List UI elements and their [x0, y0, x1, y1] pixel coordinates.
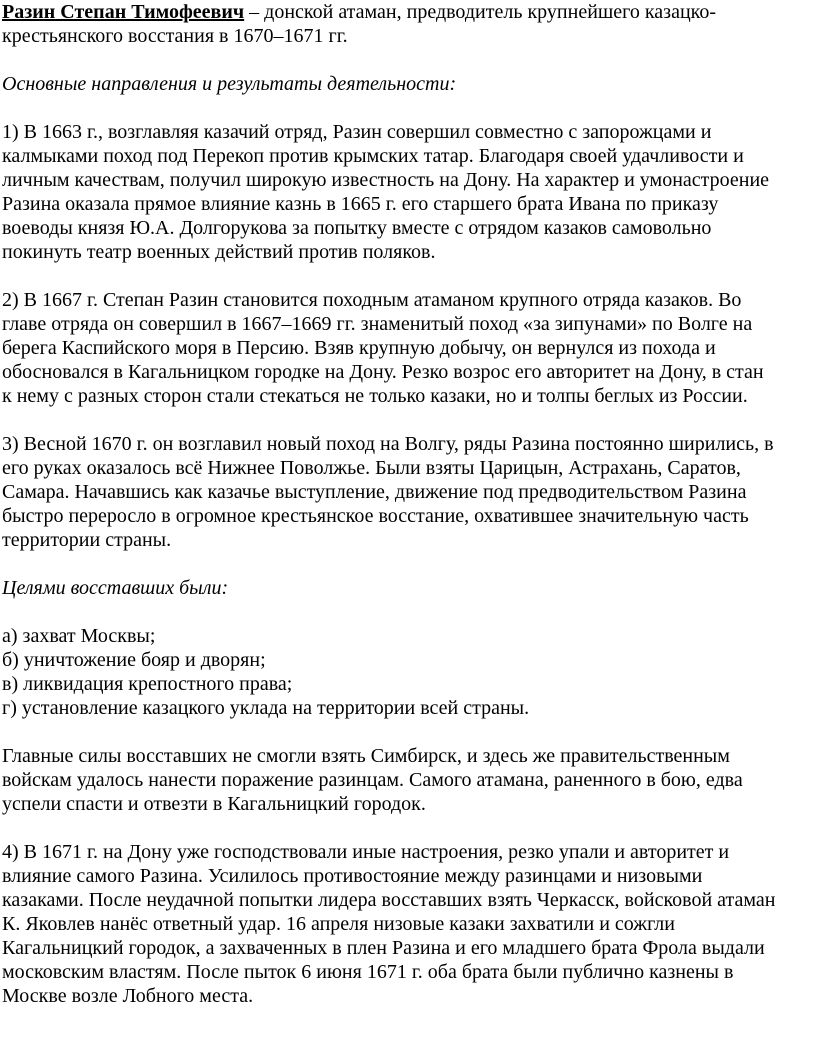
intro-line-1	[2, 0, 816, 24]
paragraph-line: Москве возле Лобного места.	[2, 985, 254, 1007]
spacer	[2, 264, 816, 288]
paragraph-line: казаками. После неудачной попытки лидера восставших взять Черкасск, войсковой атаман	[2, 889, 776, 911]
paragraph-line: 2) В 1667 г. Степан Разин становится походным атаманом крупного отряда казаков. Во	[2, 289, 742, 311]
spacer	[2, 48, 816, 72]
paragraph-line: успели спасти и отвезти в Кагальницкий городок.	[2, 793, 426, 815]
goals-list-item: в) ликвидация крепостного права;	[2, 673, 293, 695]
paragraph-line: К. Яковлев нанёс ответный удар. 16 апреля низовые казаки захватили и сожгли	[2, 913, 675, 935]
goals-title	[2, 576, 816, 600]
paragraph-5	[2, 840, 816, 1008]
paragraph-line: Главные силы восставших не смогли взять Симбирск, и здесь же правительственным	[2, 745, 730, 767]
paragraph-line: калмыками поход под Перекоп против крымских татар. Благодаря своей удачливости и	[2, 145, 744, 167]
paragraph-1	[2, 120, 816, 264]
spacer	[2, 96, 816, 120]
paragraph-line: войскам удалось нанести поражение разинцам. Самого атамана, раненного в бою, едва	[2, 769, 743, 791]
paragraph-3	[2, 432, 816, 552]
paragraph-line: быстро переросло в огромное крестьянское восстание, охватившее значительную часть	[2, 505, 749, 527]
paragraph-line: 3) Весной 1670 г. он возглавил новый поход на Волгу, ряды Разина постоянно ширились, в	[2, 433, 774, 455]
person-name: Разин Степан Тимофеевич	[2, 1, 245, 23]
paragraph-2	[2, 288, 816, 408]
spacer	[2, 552, 816, 576]
paragraph-line: к нему с разных сторон стали стекаться не только казаки, но и толпы беглых из России.	[2, 385, 748, 407]
intro-paragraph	[2, 0, 816, 48]
spacer	[2, 408, 816, 432]
goals-list	[2, 624, 816, 720]
goals-list-item: б) уничтожение бояр и дворян;	[2, 649, 266, 671]
paragraph-line: территории страны.	[2, 529, 172, 551]
goals-list-item: а) захват Москвы;	[2, 625, 156, 647]
paragraph-line: 4) В 1671 г. на Дону уже господствовали иные настроения, резко упали и авторитет и	[2, 841, 730, 863]
goals-list-item: г) установление казацкого уклада на территории всей страны.	[2, 697, 530, 719]
paragraph-line: 1) В 1663 г., возглавляя казачий отряд, Разин совершил совместно с запорожцами и	[2, 121, 712, 143]
intro-line-1-rest: – донской атаман, предводитель крупнейшего казацко-	[244, 1, 717, 23]
spacer	[2, 720, 816, 744]
paragraph-line: берега Каспийского моря в Персию. Взяв крупную добычу, он вернулся из похода и	[2, 337, 716, 359]
paragraph-line: Самара. Начавшись как казачье выступление, движение под предводительством Разина	[2, 481, 747, 503]
paragraph-line: Кагальницкий городок, а захваченных в плен Разина и его младшего брата Фрола выдали	[2, 937, 765, 959]
spacer	[2, 816, 816, 840]
section-title	[2, 72, 816, 96]
spacer	[2, 600, 816, 624]
goals-title-text: Целями восставших были:	[2, 577, 229, 599]
paragraph-line: Разина оказала прямое влияние казнь в 1665 г. его старшего брата Ивана по приказу	[2, 193, 719, 215]
paragraph-line: воеводы князя Ю.А. Долгорукова за попытку вместе с отрядом казаков самовольно	[2, 217, 712, 239]
paragraph-line: покинуть театр военных действий против поляков.	[2, 241, 436, 263]
section-title-text: Основные направления и результаты деятельности:	[2, 73, 457, 95]
paragraph-line: главе отряда он совершил в 1667–1669 гг. знаменитый поход «за зипунами» по Волге на	[2, 313, 753, 335]
paragraph-line: личным качествам, получил широкую известность на Дону. На характер и умонастроение	[2, 169, 770, 191]
intro-line-2: крестьянского восстания в 1670–1671 гг.	[2, 25, 348, 47]
paragraph-4	[2, 744, 816, 816]
paragraph-line: его руках оказалось всё Нижнее Поволжье. Были взяты Царицын, Астрахань, Саратов,	[2, 457, 741, 479]
paragraph-line: влияние самого Разина. Усилилось противостояние между разинцами и низовыми	[2, 865, 703, 887]
paragraph-line: обосновался в Кагальницком городке на Дону. Резко возрос его авторитет на Дону, в стан	[2, 361, 764, 383]
paragraph-line: московским властям. После пыток 6 июня 1671 г. оба брата были публично казнены в	[2, 961, 734, 983]
